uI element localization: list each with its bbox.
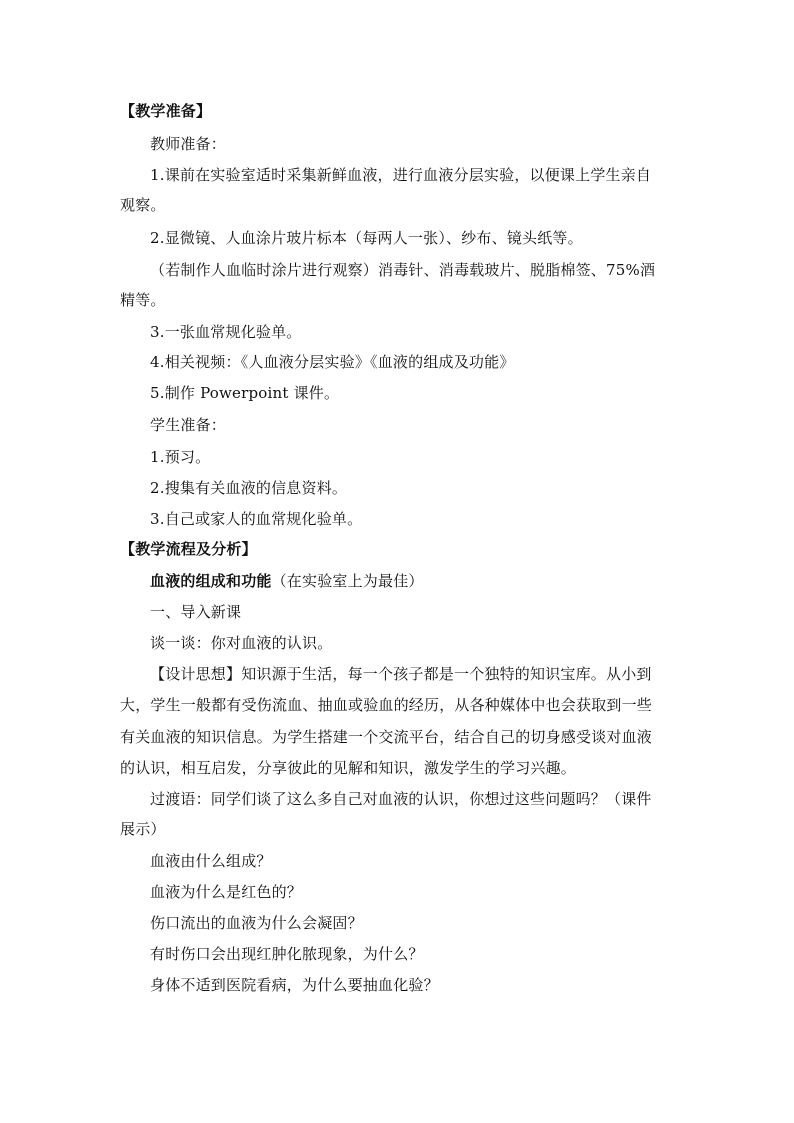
section-heading-prep: 【教学准备】: [120, 102, 212, 120]
teacher-prep-item-2: 2.显微镜、人血涂片玻片标本（每两人一张）、纱布、镜头纸等。: [150, 229, 583, 247]
question-3: 伤口流出的血液为什么会凝固？: [150, 914, 363, 932]
flow-topic-note: （在实验室上为最佳）: [271, 572, 424, 590]
question-2: 血液为什么是红色的？: [150, 883, 303, 901]
teacher-prep-label: 教师准备：: [150, 135, 227, 153]
question-5: 身体不适到医院看病，为什么要抽血化验？: [150, 976, 439, 994]
transition-line-2: 展示）: [120, 820, 166, 838]
teacher-prep-item-2b: （若制作人血临时涂片进行观察）消毒针、消毒载玻片、脱脂棉签、75%酒: [150, 261, 656, 279]
transition-line-1: 过渡语：同学们谈了这么多自己对血液的认识，你想过这些问题吗？（课件: [150, 790, 652, 808]
student-prep-item-2: 2.搜集有关血液的信息资料。: [150, 479, 348, 497]
student-prep-label: 学生准备：: [150, 416, 227, 434]
question-1: 血液由什么组成？: [150, 852, 272, 870]
student-prep-item-1: 1.预习。: [150, 448, 211, 466]
question-4: 有时伤口会出现红肿化脓现象，为什么？: [150, 945, 424, 963]
design-thought-line-4: 的认识，相互启发，分享彼此的见解和知识，激发学生的学习兴趣。: [120, 759, 577, 777]
teacher-prep-item-4: 4.相关视频：《人血液分层实验》《血液的组成及功能》: [150, 353, 515, 371]
flow-talk: 谈一谈：你对血液的认识。: [150, 634, 333, 652]
flow-topic: [150, 571, 424, 591]
teacher-prep-item-2b-cont: 精等。: [120, 291, 166, 309]
design-thought-line-1: 【设计思想】知识源于生活，每一个孩子都是一个独特的知识宝库。从小到: [150, 665, 652, 683]
teacher-prep-item-1-cont: 观察。: [120, 196, 166, 214]
design-thought-line-2: 大，学生一般都有受伤流血、抽血或验血的经历，从各种媒体中也会获取到一些: [120, 696, 653, 714]
section-heading-flow: 【教学流程及分析】: [120, 540, 257, 558]
flow-topic-title: 血液的组成和功能: [150, 572, 272, 590]
flow-step-1: 一、导入新课: [150, 603, 242, 621]
teacher-prep-item-1: 1.课前在实验室适时采集新鲜血液，进行血液分层实验，以便课上学生亲自: [150, 166, 652, 184]
teacher-prep-item-5: 5.制作 Powerpoint 课件。: [150, 384, 340, 402]
design-thought-line-3: 有关血液的知识信息。为学生搭建一个交流平台，结合自己的切身感受谈对血液: [120, 728, 653, 746]
teacher-prep-item-3: 3.一张血常规化验单。: [150, 323, 302, 341]
student-prep-item-3: 3.自己或家人的血常规化验单。: [150, 510, 363, 528]
